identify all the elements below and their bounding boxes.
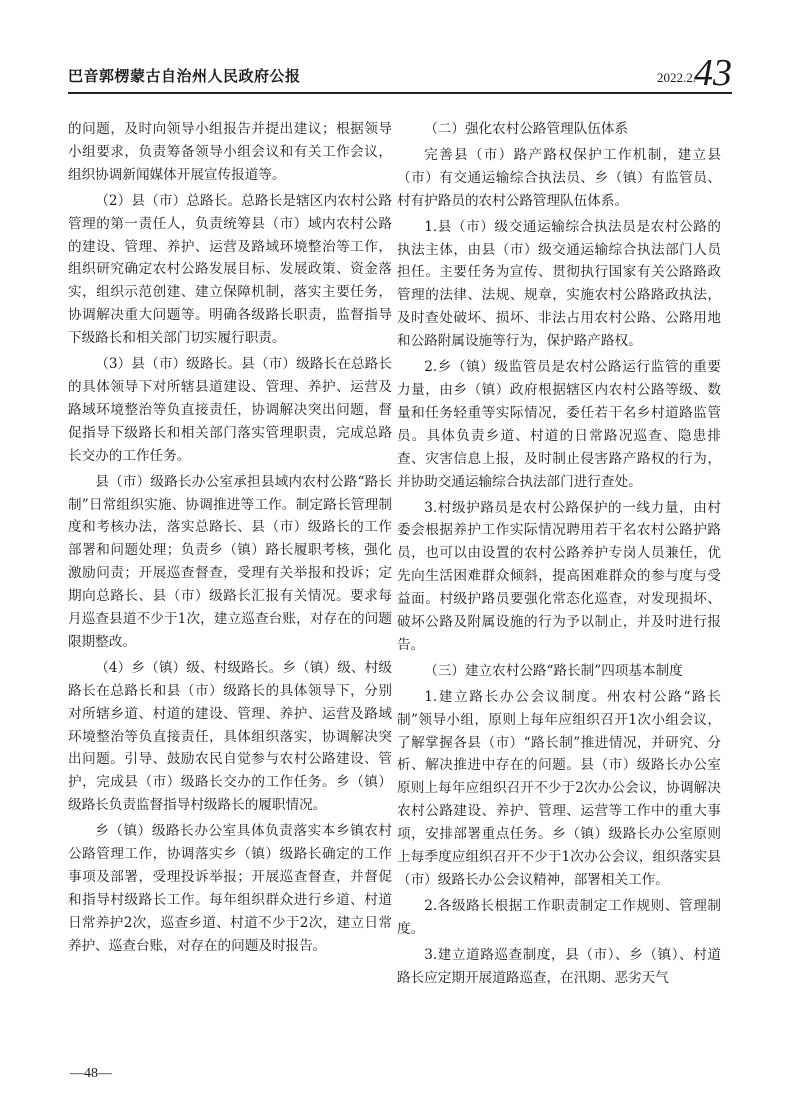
right-column [397,118,721,993]
page-header [68,52,732,94]
paragraph: 3.建立道路巡查制度，县（市）、乡（镇）、村道路长应定期开展道路巡查，在汛期、恶劣天气 [397,946,721,986]
paragraph: 县（市）级路长办公室承担县域内农村公路“路长制”日常组织实施、协调推进等工作。制定路长管理制度和考核办法，落实总路长、县（市）级路长的工作部署和问题处理；负责乡（镇）路长履职考核，强化激励问责；开展巡查督查，受理有关举报和投诉；定期向总路长、县（市）级路长汇报有关情况。要求每月巡查县道不少于1次，建立巡查台账，对存在的问题限期整改。 [68,473,392,650]
left-column [68,118,392,961]
paragraph: （2）县（市）总路长。总路长是辖区内农村公路管理的第一责任人，负责统筹县（市）域内农村公路的建设、管理、养护、运营及路域环境整治等工作，组织研究确定农村公路发展目标、发展政策、资金落实，组织示范创建、建立保障机制，落实主要任务，协调解决重大问题等。明确各级路长职责，监督指导下级路长和相关部门切实履行职责。 [68,192,392,347]
paragraph: （3）县（市）级路长。县（市）级路长在总路长的具体领导下对所辖县道建设、管理、养护、运营及路域环境整治等负直接责任，协调解决突出问题，督促指导下级路长和相关部门落实管理职责，完成总路长交办的工作任务。 [68,356,392,464]
issue-number: 43 [694,52,732,94]
paragraph: 乡（镇）级路长办公室具体负责落实本乡镇农村公路管理工作，协调落实乡（镇）级路长确定的工作事项及部署，受理投诉举报；开展巡查督查，并督促和指导村级路长工作。每年组织群众进行乡道、村道日常养护2次，巡查乡道、村道不少于2次，建立日常养护、巡查台账，对存在的问题及时报告。 [68,823,392,954]
section-heading: （三）建立农村公路“路长制”四项基本制度 [424,662,683,679]
issue-date: 2022.2. [657,70,696,85]
page-number: —48— [70,1066,112,1081]
paragraph: 完善县（市）路产路权保护工作机制，建立县（市）有交通运输综合执法员、乡（镇）有监管员、村有护路员的农村公路管理队伍体系。 [397,146,721,209]
paragraph: 2.乡（镇）级监管员是农村公路运行监管的重要力量，由乡（镇）政府根据辖区内农村公路等级、数量和任务轻重等实际情况，委任若干名乡村道路监管员。具体负责乡道、村道的日常路况巡查、隐患排查、灾害信息上报，及时制止侵害路产路权的行为，并协助交通运输综合执法部门进行查处。 [397,359,721,490]
paragraph: （4）乡（镇）级、村级路长。乡（镇）级、村级路长在总路长和县（市）级路长的具体领导下，分别对所辖乡道、村道的建设、管理、养护、运营及路域环境整治等负直接责任，具体组织落实，协调解决突出问题。引导、鼓励农民自觉参与农村公路建设、管护，完成县（市）级路长交办的工作任务。乡（镇）级路长负责监督指导村级路长的履职情况。 [68,659,392,814]
paragraph: 的问题，及时向领导小组报告并提出建议；根据领导小组要求，负责筹备领导小组会议和有关工作会议，组织协调新闻媒体开展宣传报道等。 [68,121,392,183]
publication-title: 巴音郭楞蒙古自治州人民政府公报 [68,67,301,85]
paragraph: 3.村级护路员是农村公路保护的一线力量，由村委会根据养护工作实际情况聘用若干名农村公路护路员，也可以由设置的农村公路养护专岗人员兼任，优先向生活困难群众倾斜，提高困难群众的参与度与受益面。村级护路员要强化常态化巡查，对发现损坏、破坏公路及附属设施的行为予以制止，并及时进行报告。 [397,499,721,653]
paragraph: 2.各级路长根据工作职责制定工作规则、管理制度。 [397,897,721,937]
paragraph: 1.县（市）级交通运输综合执法员是农村公路的执法主体，由县（市）级交通运输综合执法部门人员担任。主要任务为宣传、贯彻执行国家有关公路路政管理的法律、法规、规章，实施农村公路路政执法，及时查处破坏、损坏、非法占用农村公路、公路用地和公路附属设施等行为，保护路产路权。 [397,218,721,350]
paragraph: 1.建立路长办公会议制度。州农村公路“路长制”领导小组，原则上每年应组织召开1次小组会议，了解掌握各县（市）“路长制”推进情况，并研究、分析、解决推进中存在的问题。县（市）级路长办公室原则上每年应组织召开不少于2次办公会议，协调解决农村公路建设、养护、管理、运营等工作中的重大事项，安排部署重点任务。乡（镇）级路长办公室原则上每季度应组织召开不少于1次办公会议，组织落实县（市）级路长办公会议精神，部署相关工作。 [397,688,721,888]
section-heading: （二）强化农村公路管理队伍体系 [424,121,629,137]
